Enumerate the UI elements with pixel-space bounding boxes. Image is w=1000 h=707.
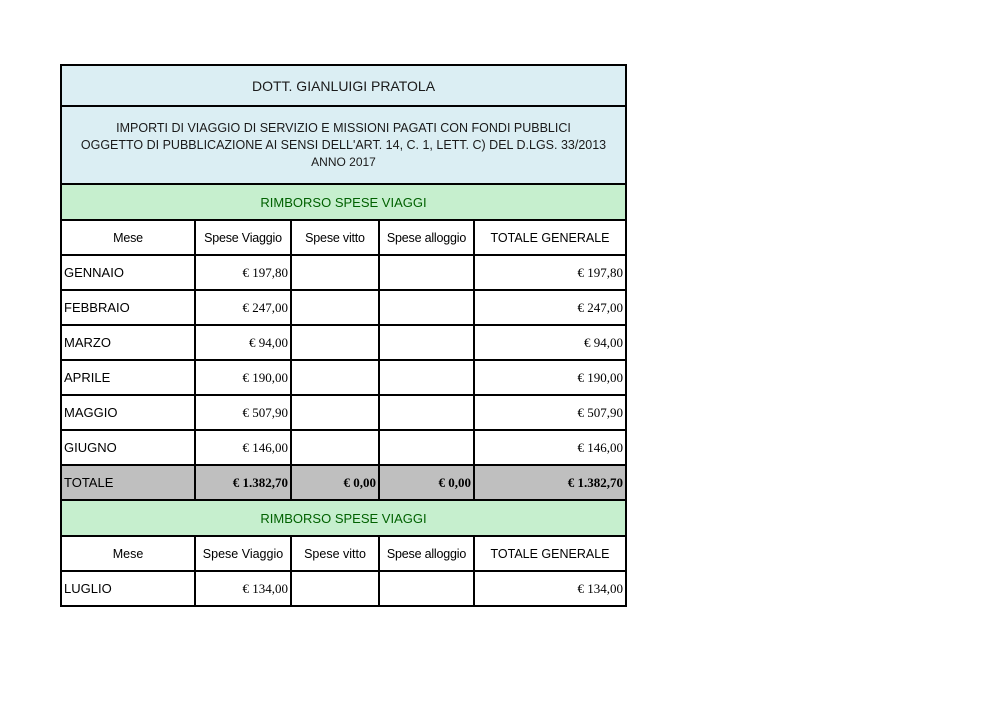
header-spese-vitto: Spese vitto: [291, 536, 379, 571]
expense-table: [60, 64, 627, 607]
month-cell: FEBBRAIO: [61, 290, 195, 325]
subtitle-line-1: IMPORTI DI VIAGGIO DI SERVIZIO E MISSIONI PAGATI CON FONDI PUBBLICI: [116, 120, 571, 135]
vitto-cell: [291, 430, 379, 465]
header-row-2: [61, 536, 626, 571]
totale-cell: € 190,00: [474, 360, 626, 395]
month-cell: APRILE: [61, 360, 195, 395]
table-row: [61, 571, 626, 606]
vitto-cell: [291, 571, 379, 606]
month-cell: MAGGIO: [61, 395, 195, 430]
alloggio-cell: [379, 395, 474, 430]
total-alloggio: € 0,00: [379, 465, 474, 500]
totale-cell: € 247,00: [474, 290, 626, 325]
alloggio-cell: [379, 290, 474, 325]
header-mese: Mese: [61, 536, 195, 571]
totale-cell: € 94,00: [474, 325, 626, 360]
month-cell: MARZO: [61, 325, 195, 360]
alloggio-cell: [379, 255, 474, 290]
header-spese-alloggio: Spese alloggio: [379, 536, 474, 571]
table-row: [61, 290, 626, 325]
table-row: [61, 255, 626, 290]
header-row: [61, 220, 626, 255]
header-spese-vitto: Spese vitto: [291, 220, 379, 255]
vitto-cell: [291, 290, 379, 325]
section-title: RIMBORSO SPESE VIAGGI: [61, 184, 626, 220]
vitto-cell: [291, 325, 379, 360]
viaggio-cell: € 507,90: [195, 395, 291, 430]
alloggio-cell: [379, 571, 474, 606]
table-row: [61, 395, 626, 430]
viaggio-cell: € 247,00: [195, 290, 291, 325]
alloggio-cell: [379, 430, 474, 465]
month-cell: GIUGNO: [61, 430, 195, 465]
totale-cell: € 507,90: [474, 395, 626, 430]
section-title-2: RIMBORSO SPESE VIAGGI: [61, 500, 626, 536]
vitto-cell: [291, 255, 379, 290]
totale-cell: € 146,00: [474, 430, 626, 465]
header-totale-generale: TOTALE GENERALE: [474, 220, 626, 255]
vitto-cell: [291, 395, 379, 430]
totale-cell: € 134,00: [474, 571, 626, 606]
header-mese: Mese: [61, 220, 195, 255]
month-cell: GENNAIO: [61, 255, 195, 290]
total-viaggio: € 1.382,70: [195, 465, 291, 500]
totale-cell: € 197,80: [474, 255, 626, 290]
header-spese-alloggio: Spese alloggio: [379, 220, 474, 255]
alloggio-cell: [379, 325, 474, 360]
viaggio-cell: € 197,80: [195, 255, 291, 290]
table-row: [61, 325, 626, 360]
subtitle-line-2: OGGETTO DI PUBBLICAZIONE AI SENSI DELL'ART. 14, C. 1, LETT. C) DEL D.LGS. 33/2013: [80, 137, 607, 152]
table-row: [61, 360, 626, 395]
header-totale-generale: TOTALE GENERALE: [474, 536, 626, 571]
header-spese-viaggio: Spese Viaggio: [195, 536, 291, 571]
total-vitto: € 0,00: [291, 465, 379, 500]
alloggio-cell: [379, 360, 474, 395]
document-subtitle: [61, 106, 626, 184]
table-row: [61, 430, 626, 465]
header-spese-viaggio: Spese Viaggio: [195, 220, 291, 255]
total-row: [61, 465, 626, 500]
viaggio-cell: € 146,00: [195, 430, 291, 465]
viaggio-cell: € 94,00: [195, 325, 291, 360]
viaggio-cell: € 190,00: [195, 360, 291, 395]
vitto-cell: [291, 360, 379, 395]
document-title: DOTT. GIANLUIGI PRATOLA: [61, 65, 626, 106]
month-cell: LUGLIO: [61, 571, 195, 606]
total-generale: € 1.382,70: [474, 465, 626, 500]
total-label: TOTALE: [61, 465, 195, 500]
subtitle-line-3: ANNO 2017: [311, 154, 376, 169]
viaggio-cell: € 134,00: [195, 571, 291, 606]
